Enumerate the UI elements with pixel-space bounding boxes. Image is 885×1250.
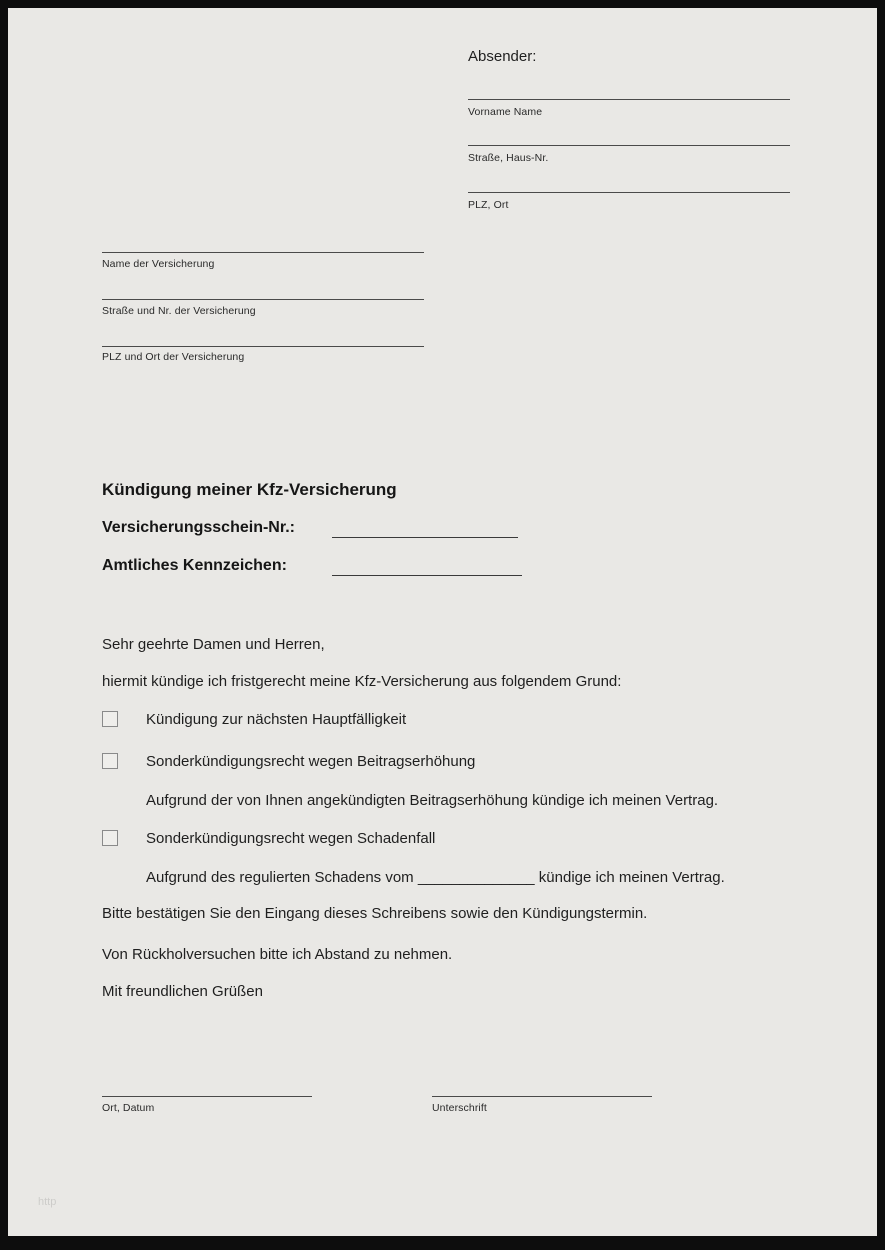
license-plate-label: Amtliches Kennzeichen: [102,557,287,574]
date-place-field[interactable] [102,1073,312,1097]
sender-street-field[interactable] [468,122,790,146]
sender-city-field[interactable] [468,169,790,193]
no-retention-text: Von Rückholversuchen bitte ich Abstand zu nehmen. [102,946,453,963]
option-3-label: Sonderkündigungsrecht wegen Schadenfall [146,830,436,847]
recipient-street-label: Straße und Nr. der Versicherung [102,305,256,317]
signature-label: Unterschrift [432,1102,487,1114]
option-2-checkbox[interactable] [102,753,118,769]
subject-heading: Kündigung meiner Kfz-Versicherung [102,480,397,499]
recipient-street-field[interactable] [102,276,424,300]
recipient-name-field[interactable] [102,229,424,253]
recipient-name-label: Name der Versicherung [102,258,215,270]
policy-number-label: Versicherungsschein-Nr.: [102,519,295,536]
sender-street-label: Straße, Haus-Nr. [468,152,549,164]
salutation-text: Sehr geehrte Damen und Herren, [102,636,325,653]
sender-name-label: Vorname Name [468,106,543,118]
option-2-label: Sonderkündigungsrecht wegen Beitragserhöhung [146,753,476,770]
option-1-checkbox[interactable] [102,711,118,727]
greeting-text: Mit freundlichen Grüßen [102,983,263,1000]
intro-text: hiermit kündige ich fristgerecht meine Kfz-Versicherung aus folgendem Grund: [102,673,622,690]
sender-city-label: PLZ, Ort [468,199,509,211]
option-3-detail: Aufgrund des regulierten Schadens vom ______________ kündige ich meinen Vertrag. [146,869,725,886]
sender-name-field[interactable] [468,76,790,100]
option-2-detail: Aufgrund der von Ihnen angekündigten Beitragserhöhung kündige ich meinen Vertrag. [146,792,719,809]
policy-number-field[interactable] [332,514,518,538]
confirmation-request-text: Bitte bestätigen Sie den Eingang dieses Schreibens sowie den Kündigungstermin. [102,905,648,922]
sender-heading: Absender: [468,48,537,65]
license-plate-field[interactable] [332,552,522,576]
date-place-label: Ort, Datum [102,1102,155,1114]
signature-field[interactable] [432,1073,652,1097]
recipient-city-field[interactable] [102,323,424,347]
letter-page [8,8,877,1236]
option-3-checkbox[interactable] [102,830,118,846]
option-1-label: Kündigung zur nächsten Hauptfälligkeit [146,711,407,728]
recipient-city-label: PLZ und Ort der Versicherung [102,351,245,363]
watermark-text: http [38,1196,57,1208]
